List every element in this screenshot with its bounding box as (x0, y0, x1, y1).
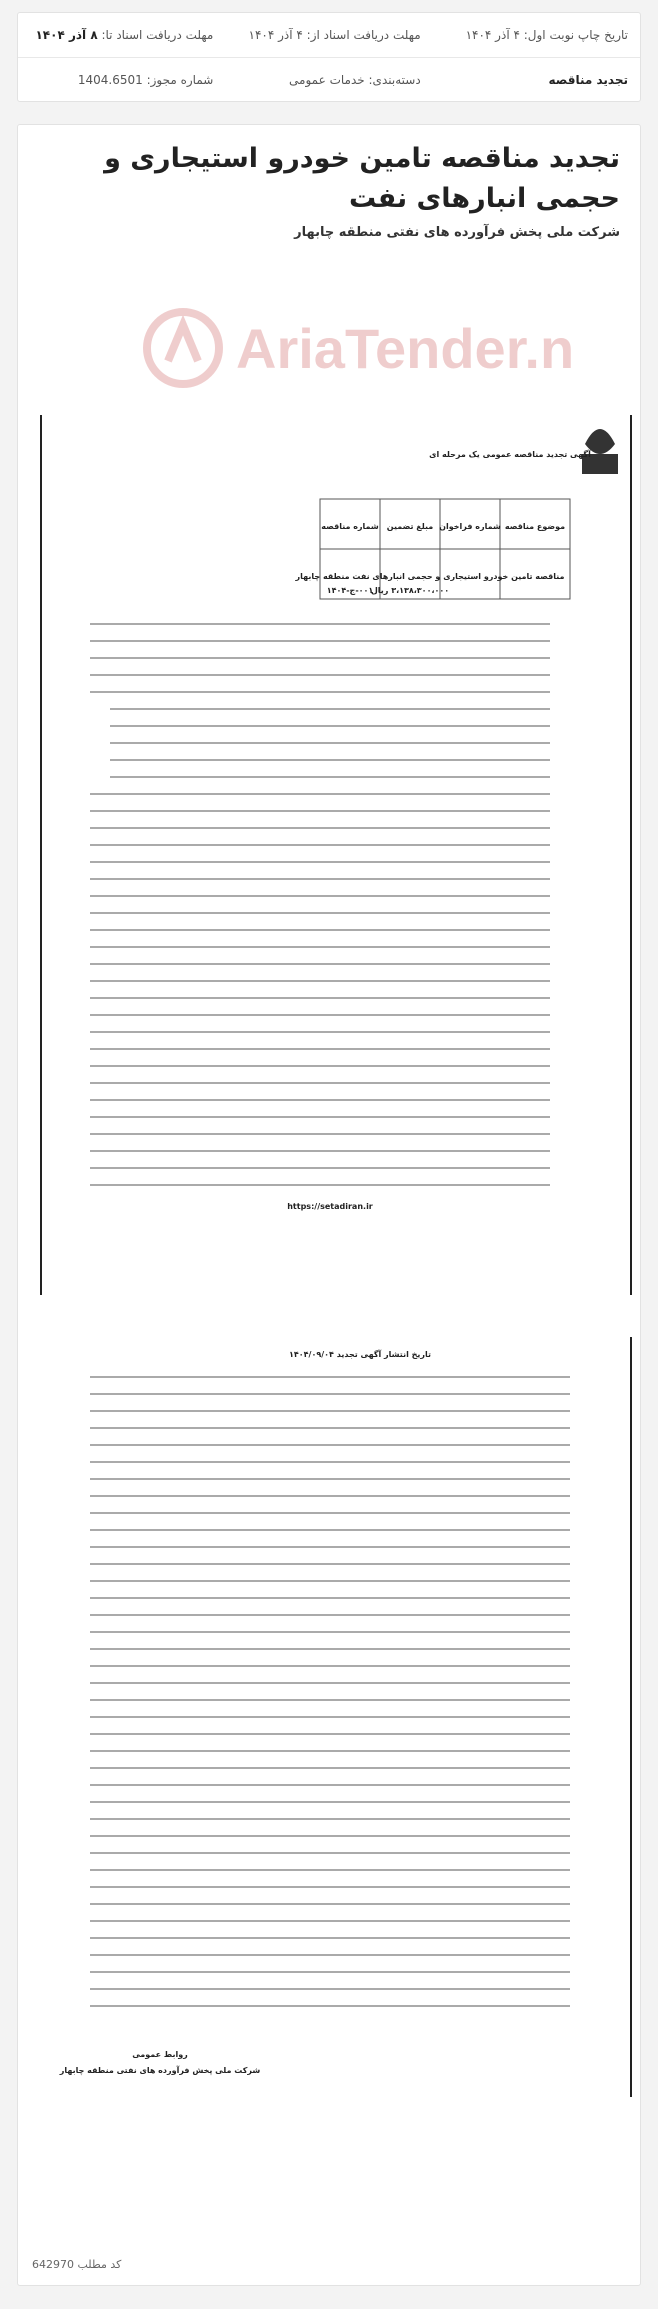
watermark-logo-icon (138, 303, 228, 393)
info-row-dates (18, 13, 640, 58)
scanned-notice-page-1 (30, 289, 638, 1297)
notice-2-heading: تاریخ انتشار آگهی تجدید ۱۴۰۴/۰۹/۰۴ (289, 1350, 431, 1359)
tender-detail-card (17, 124, 641, 2286)
scanned-notice-page-2 (30, 1317, 638, 2232)
tender-type: تجدید مناقصه (548, 73, 628, 87)
article-code: کد مطلب 642970 (32, 2258, 122, 2271)
table-cell-subject: مناقصه تامین خودرو استیجاری و حجمی انبارهای نفت منطقه چابهار (295, 572, 565, 581)
notice-1-graphic (30, 289, 638, 1297)
license-number: شماره مجوز: 1404.6501 (77, 73, 214, 87)
watermark (138, 293, 638, 403)
table-header-guarantee: مبلغ تضمین (386, 522, 434, 531)
print-date: تاریخ چاپ نوبت اول: ۴ آذر ۱۴۰۴ (465, 28, 628, 42)
table-header-call-number: شماره فراخوان (439, 522, 501, 531)
page-title: تجدید مناقصه تامین خودرو استیجاری و حجمی انبارهای نفت (104, 143, 620, 214)
info-row-meta (18, 58, 640, 102)
organization-name: شرکت ملی پخش فرآورده های نفتی منطقه چابهار (294, 225, 620, 240)
notice-2-sign-label: روابط عمومی (132, 2050, 188, 2059)
notice-2-graphic (30, 1317, 638, 2232)
tender-info-card (17, 12, 641, 102)
table-header-subject: موضوع مناقصه (504, 522, 566, 531)
tender-category: دسته‌بندی: خدمات عمومی (289, 73, 421, 87)
table-cell-number: ۰۰۱-ج-۱۴۰۴ (326, 586, 374, 595)
notice-1-heading: آگهی تجدید مناقصه عمومی یک مرحله ای (429, 450, 591, 459)
notice-2-signature: شرکت ملی پخش فرآورده های نفتی منطقه چابهار (59, 2066, 261, 2075)
receive-from-date: مهلت دریافت اسناد از: ۴ آذر ۱۴۰۴ (248, 28, 421, 42)
receive-to-date: مهلت دریافت اسناد تا: ۸ آذر ۱۴۰۴ (35, 28, 214, 42)
table-cell-amount: ۳،۱۳۸،۳۰۰،۰۰۰ ریال (370, 586, 450, 595)
watermark-text: AriaTender.n (236, 316, 575, 380)
table-header-tender-number: شماره مناقصه (321, 522, 379, 531)
notice-1-site: https://setadiran.ir (287, 1202, 373, 1211)
